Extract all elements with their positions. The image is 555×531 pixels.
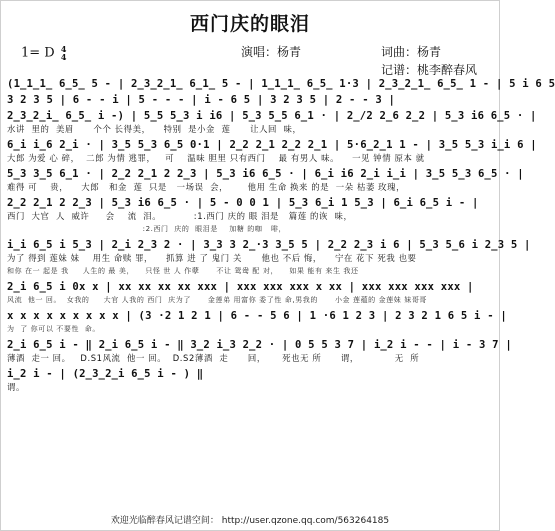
lyric-line: 为了 得到 莲妹 妹 用生 命赎 罪， 抓算 进 了 鬼门 关 他也 不后 悔， 宁在 花下 死我 也要 xyxy=(7,253,417,263)
lyric-line: 西门 大官 人 威许 会 流 泪。 ꞉1.西门 庆的 眼 泪是 篇莲 的诙 味， xyxy=(7,211,353,221)
notation-line: 3 2 3 5 | 6 - - i | 5 - - - | i - 6 5 | 3 2 3 5 | 2 - - 3 | xyxy=(7,94,495,107)
time-sig-top: 4 xyxy=(60,44,67,54)
notation-line: 2̲i 6̲5 i - ‖ 2̲i 6̲5 i - ‖ 3̲2 i̲3 2̲2 · | 0 5 5 3 7 | i̲2 i - - | i - 3 7 | xyxy=(7,339,512,351)
lyric-line: ꞉2.西门 庆的 眼泪是 加糖 的咖 啡， xyxy=(7,225,287,233)
key-signature xyxy=(21,45,66,61)
time-signature xyxy=(61,45,67,61)
transcriber-credit: 记谱：桃李醉春风 xyxy=(381,63,478,77)
lyric-line: 谓。 xyxy=(7,382,25,392)
notation-line: 5̲3 3̲5 6̲1 · | 2̲2 2̲1 2 2̲3 | 5̲3 i6 6̲5 · | 6̲i i6 2̲i i̲i | 3̲5 5̲3 6̲5 · | xyxy=(7,168,524,180)
lyric-line: 难得 可 贵， 大郎 和金 莲 只是 一场误 会， 他用 生命 换来 的是 一朵 枯萎 玫瑰， xyxy=(7,182,406,192)
notation-line: x x x x x x x x x | (3 ·2 1 2 1 | 6 - - 5 6 | 1 ·6 1 2 3 | 2 3 2 1 6 5 i - | xyxy=(7,310,507,322)
footer-link[interactable]: 欢迎光临醉春风记谱空间： http://user.qzone.qq.com/563264185 xyxy=(110,516,390,526)
notation-line: 2̲2 2̲1 2 2̲3 | 5̲3 i6 6̲5 · | 5 - 0 0 1 | 5̲3 6̲i 1 5̲3 | 6̲i 6̲5 i - | xyxy=(7,197,495,210)
lyric-line: 薄酒 走一 回。 D.S1风流 他一 回。 D.S2薄酒 走 回， 死也无 所 谓， 无 所 xyxy=(7,353,420,363)
notation-line: (1̲1̲1̲ 6̲5̲ 5 - | 2̲3̲2̲1̲ 6̲1̲ 5 - | 1̲1̲1̲ 6̲5̲ 1·3 | 2̲3̲2̲1̲ 6̲5̲ 1 - | 5 i 6 5 xyxy=(7,78,555,90)
notation-line: 6̲i i̲6 2̲i · | 3̲5 5̲3 6̲5 0·1 | 2̲2 2̲1 2̲2 2̲1 | 5·6̲2̲1 1 - | 3̲5 5̲3 i̲i 6 | xyxy=(7,139,537,151)
notation-line: i̲2 i - | (2̲3̲2̲i 6̲5 i - ) ‖ xyxy=(7,368,495,381)
lyric-line: 和你 在一 起是 我 人生的 最 美， 只怪 世 人 作孽 不让 鸳鸯 配 对， 如果 能有 来生 我还 xyxy=(7,267,359,275)
song-title: 西门庆的眼泪 xyxy=(189,13,310,35)
lyric-line: 风流 他一 回。 女我的 大官 人我的 西门 庆为了 金莲弟 用富你 委了性 命,男我的 小金 莲蕴的 金莲妹 妹哥哥 xyxy=(7,296,428,304)
lyric-line: 大郎 为爱 心 碎， 二郎 为情 逃罪， 可 温味 胆里 只有西门 最 有男人 味。 一见 钟情 原本 就 xyxy=(7,153,425,163)
key-label: 1= D xyxy=(21,45,55,61)
score-body xyxy=(7,75,555,394)
notation-line: 2̲3̲2̲i̲ 6̲5̲ i -) | 5̲5 5̲3 i i6 | 5̲3 5̲5 6̲1 · | 2̲/2 2̲6 2̲2 | 5̲3 i6 6̲5 · | xyxy=(7,110,537,122)
time-sig-bottom: 4 xyxy=(60,52,67,62)
lyric-line: 为 了 你可以 不要性 命。 xyxy=(7,325,100,333)
composer-credit: 词曲：杨青 xyxy=(381,45,442,59)
lyric-line: 水讲 里的 美眉 个个 长得美， 特别 是小金 莲 让人回 味， xyxy=(7,124,302,134)
notation-line: i̲i 6̲5 i 5̲3 | 2̲i 2̲3 2 · | 3̲3 3 2̲·3 3̲5 5 | 2̲2 2̲3 i 6 | 5̲3 5̲6 i 2̲3 5 | xyxy=(7,239,531,251)
notation-line: 2̲i 6̲5 i 0x x | xx xx xx xx xxx | xxx xxx xxx x xx | xxx xxx xxx xxx | xyxy=(7,281,495,294)
singer-credit: 演唱：杨青 xyxy=(241,45,302,59)
